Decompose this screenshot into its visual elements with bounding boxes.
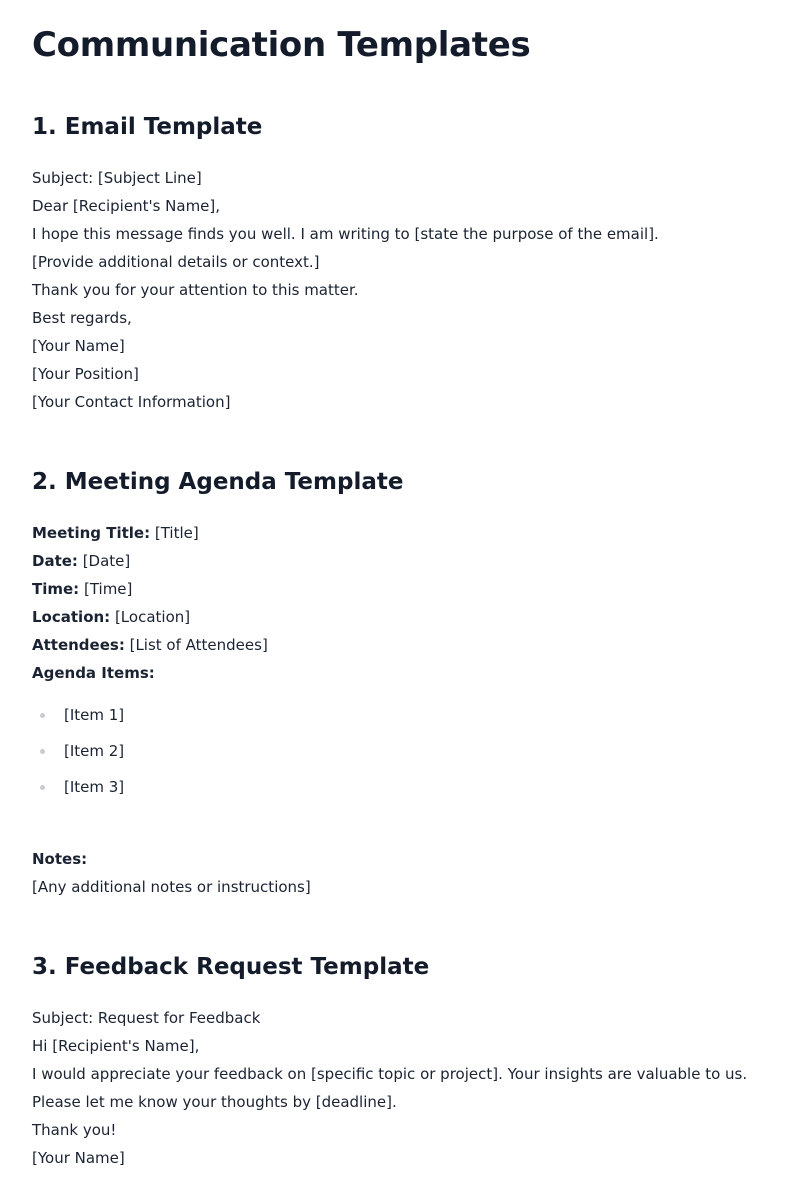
bullet-icon	[40, 713, 45, 718]
agenda-items-label: Agenda Items:	[32, 664, 155, 682]
meeting-fields	[32, 519, 768, 687]
notes-block	[32, 845, 768, 901]
bullet-icon	[40, 785, 45, 790]
field-label: Date:	[32, 552, 78, 570]
email-thanks-line: Thank you for your attention to this matter.	[32, 281, 359, 299]
email-details-line: [Provide additional details or context.]	[32, 253, 320, 271]
meeting-title-field	[32, 519, 768, 547]
meeting-agenda-heading: 2. Meeting Agenda Template	[32, 469, 404, 495]
email-subject-line: Subject: [Subject Line]	[32, 169, 202, 187]
page-title: Communication Templates	[32, 25, 531, 65]
notes-label-line	[32, 845, 768, 873]
notes-value: [Any additional notes or instructions]	[32, 878, 311, 896]
field-value: [Title]	[154, 524, 199, 542]
email-template-heading: 1. Email Template	[32, 114, 263, 140]
feedback-deadline-line: Please let me know your thoughts by [deadline].	[32, 1093, 397, 1111]
list-item	[32, 697, 768, 733]
field-value: [Date]	[82, 552, 131, 570]
agenda-item-text: [Item 3]	[64, 778, 125, 796]
feedback-greeting-line: Hi [Recipient's Name],	[32, 1037, 200, 1055]
list-item	[32, 733, 768, 769]
field-value: [Time]	[83, 580, 133, 598]
agenda-items-field	[32, 659, 768, 687]
field-label: Time:	[32, 580, 80, 598]
meeting-time-field	[32, 575, 768, 603]
agenda-item-text: [Item 2]	[64, 742, 125, 760]
meeting-agenda-section	[32, 466, 768, 901]
email-closing-line: Best regards,	[32, 309, 132, 327]
agenda-items-list	[32, 697, 768, 805]
meeting-attendees-field	[32, 631, 768, 659]
feedback-subject-line: Subject: Request for Feedback	[32, 1009, 261, 1027]
feedback-template-body	[32, 1004, 768, 1172]
meeting-location-field	[32, 603, 768, 631]
email-template-body	[32, 164, 768, 416]
feedback-request-section	[32, 951, 768, 1172]
field-label: Attendees:	[32, 636, 125, 654]
meeting-date-field	[32, 547, 768, 575]
feedback-name-line: [Your Name]	[32, 1149, 125, 1167]
field-label: Location:	[32, 608, 111, 626]
list-item	[32, 769, 768, 805]
email-greeting-line: Dear [Recipient's Name],	[32, 197, 221, 215]
bullet-icon	[40, 749, 45, 754]
email-purpose-line: I hope this message finds you well. I am writing to [state the purpose of the email].	[32, 225, 659, 243]
agenda-item-text: [Item 1]	[64, 706, 125, 724]
feedback-thanks-line: Thank you!	[32, 1121, 117, 1139]
feedback-request-line: I would appreciate your feedback on [specific topic or project]. Your insights are valuable to us.	[32, 1065, 748, 1083]
field-label: Meeting Title:	[32, 524, 151, 542]
email-name-line: [Your Name]	[32, 337, 125, 355]
notes-label: Notes:	[32, 850, 88, 868]
email-position-line: [Your Position]	[32, 365, 139, 383]
email-template-section	[32, 111, 768, 416]
feedback-request-heading: 3. Feedback Request Template	[32, 954, 430, 980]
email-contact-line: [Your Contact Information]	[32, 393, 231, 411]
field-value: [Location]	[114, 608, 191, 626]
field-value: [List of Attendees]	[129, 636, 268, 654]
